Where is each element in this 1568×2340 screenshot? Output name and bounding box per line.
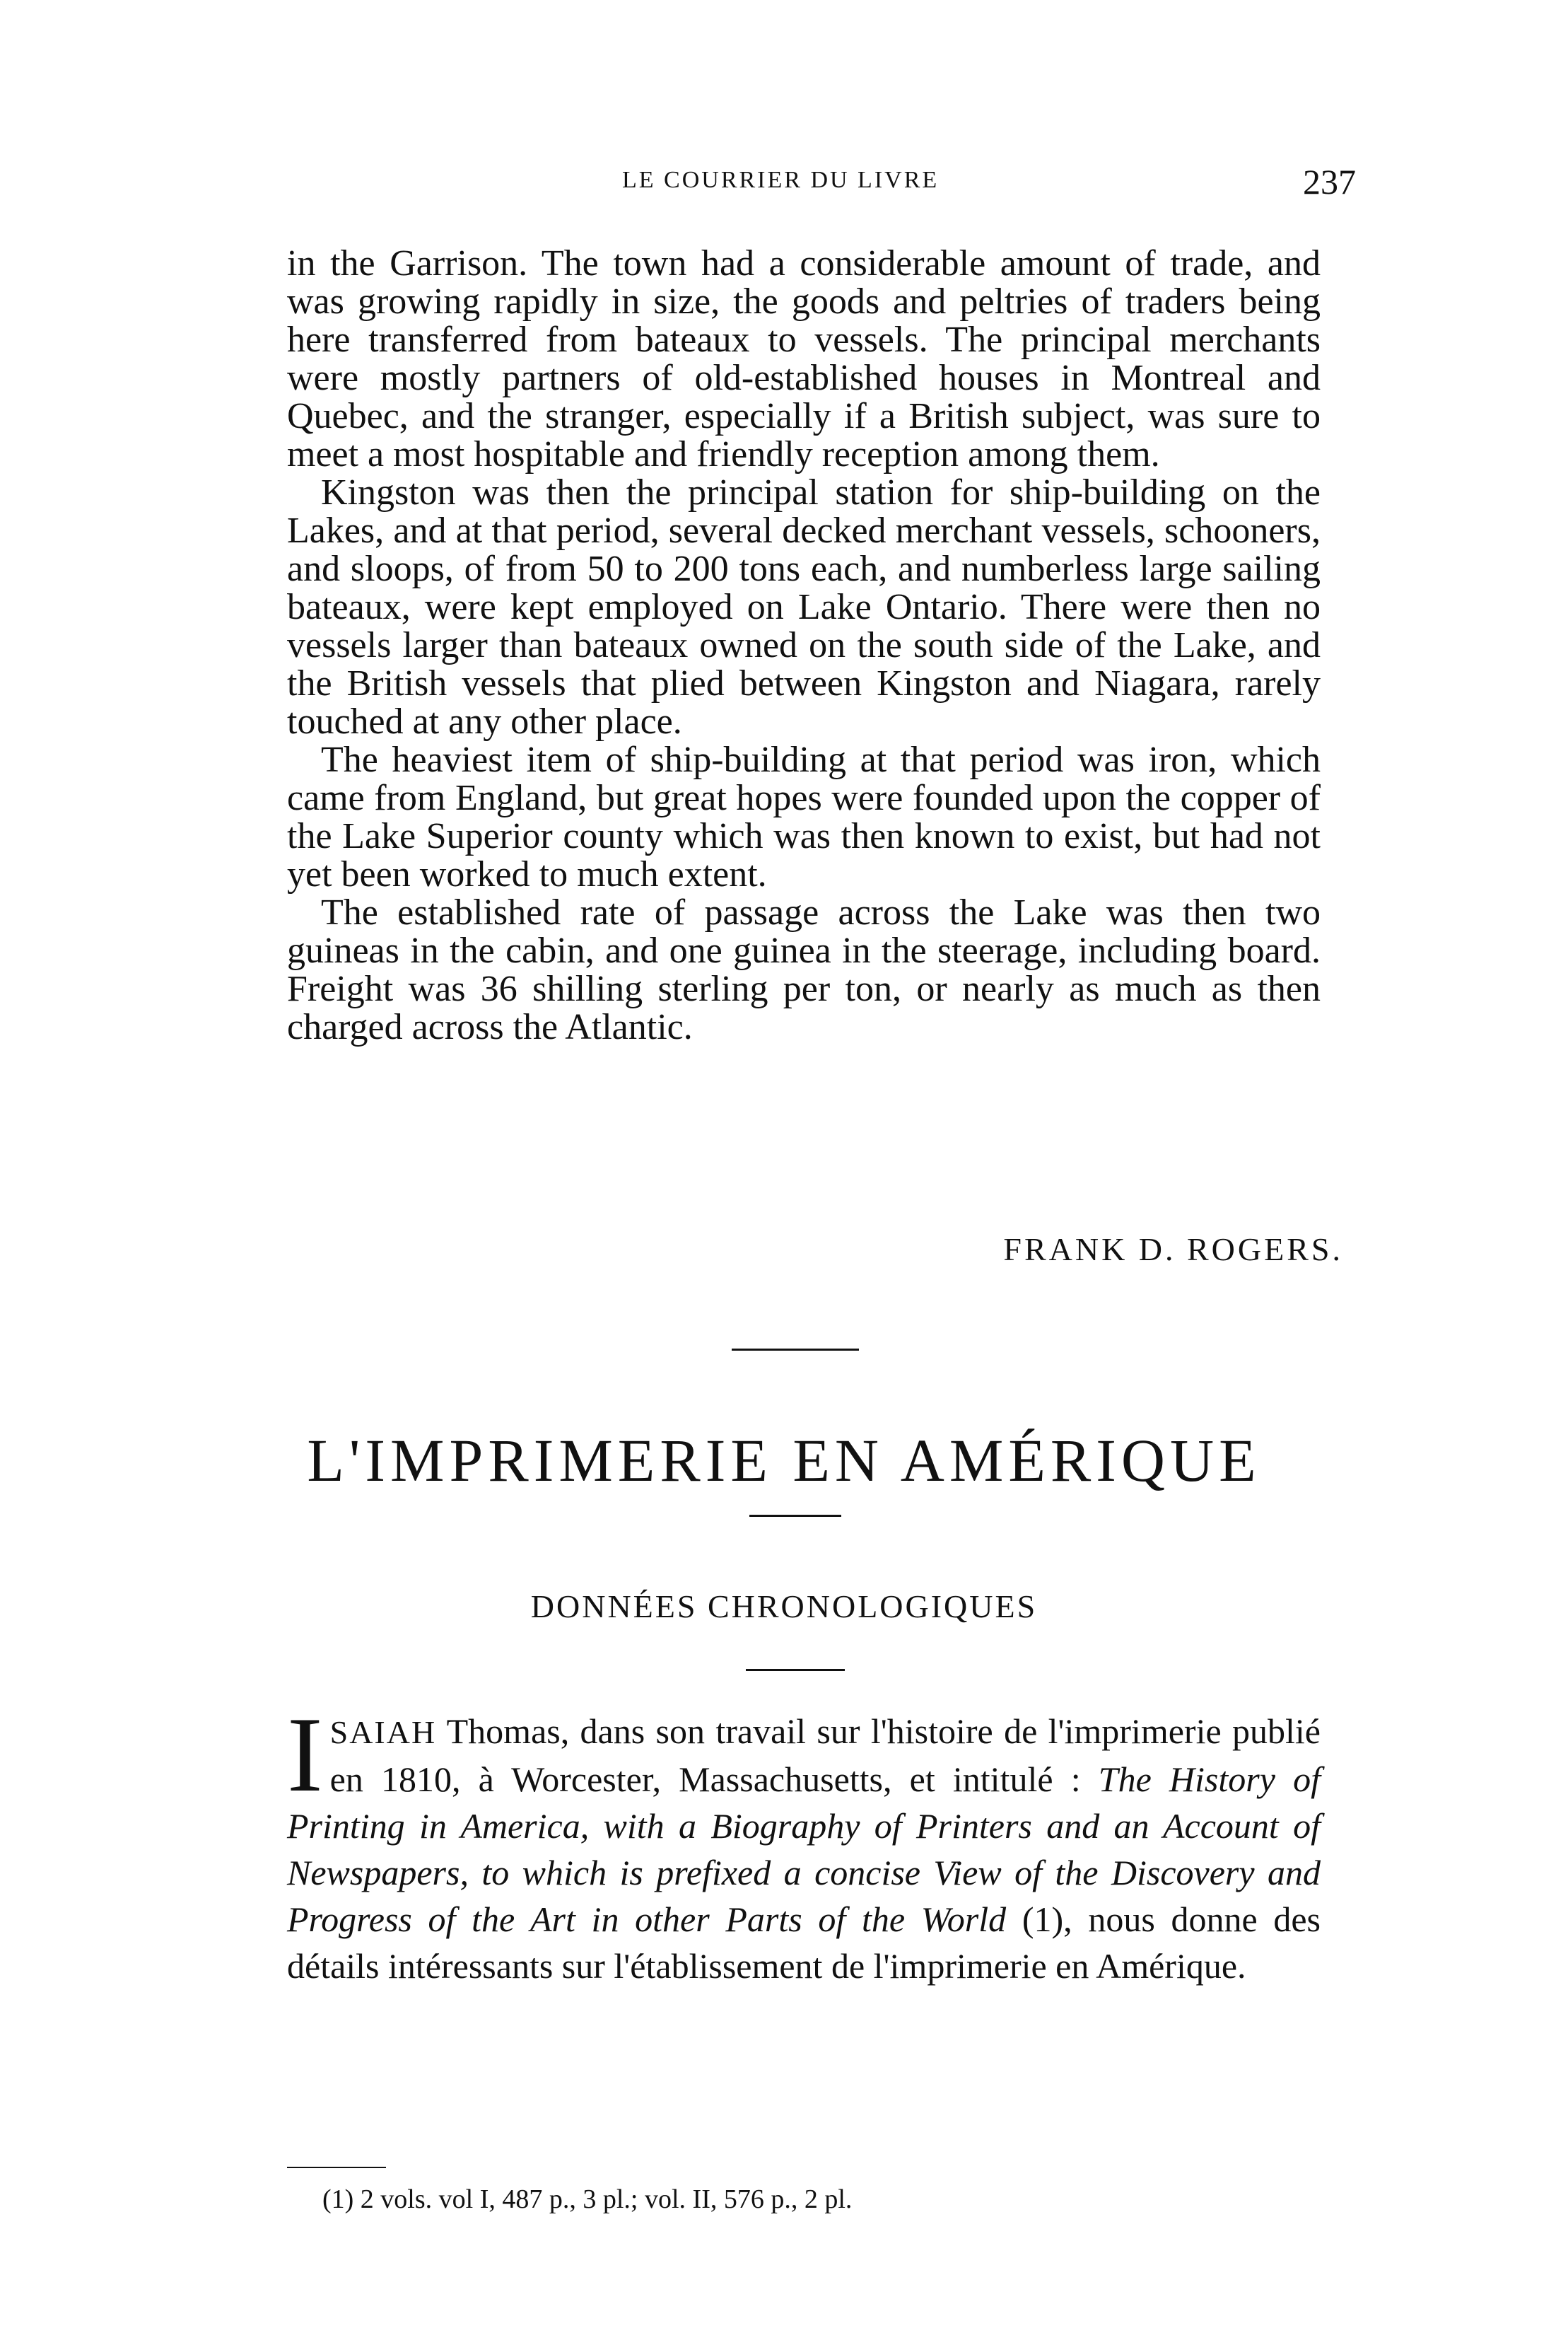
footnote: (1) 2 vols. vol I, 487 p., 3 pl.; vol. II, 576 p., 2 pl. <box>322 2184 853 2214</box>
footnote-rule <box>287 2167 386 2168</box>
intro-text-2: (1), nous donne des détails intéressants sur l'établissement de l'imprimerie en Amérique. <box>287 1899 1321 1986</box>
title-divider <box>749 1515 841 1517</box>
section-divider <box>732 1349 859 1351</box>
drop-cap: I <box>287 1695 323 1814</box>
paragraph-2: Kingston was then the principal station for ship-building on the Lakes, and at that period, several decked merchant vessels, schooners, and sloops, of from 50 to 200 tons each, and numberless large sailing bateaux, were kept employed on Lake Ontario. There were then no vessels larger than bateaux owned on the south side of the Lake, and the British vessels that plied between Kingston and Niagara, rarely touched at any other place. <box>287 472 1321 742</box>
running-head <box>290 161 1356 204</box>
intro-paragraph <box>287 1695 1321 1989</box>
article-title: L'IMPRIMERIE EN AMÉRIQUE <box>307 1426 1261 1494</box>
paragraph-4: The established rate of passage across the Lake was then two guineas in the cabin, and one guinea in the steerage, including board. Freight was 36 shilling sterling per ton, or nearly as much as then charged across the Atlantic. <box>287 892 1321 1047</box>
running-title: LE COURRIER DU LIVRE <box>622 167 940 193</box>
article-body <box>287 245 1321 1047</box>
author-signature: FRANK D. ROGERS. <box>1003 1231 1343 1267</box>
page-number: 237 <box>1303 162 1356 202</box>
article-subtitle: DONNÉES CHRONOLOGIQUES <box>530 1588 1038 1624</box>
lead-word: SAIAH <box>329 1714 437 1750</box>
paragraph-3: The heaviest item of ship-building at that period was iron, which came from England, but great hopes were founded upon the copper of the Lake Superior county which was then known to exist, but had not yet been worked to much extent. <box>287 740 1321 895</box>
intro-text-1: Thomas, dans son travail sur l'histoire de l'imprimerie publié en 1810, à Worcester, Massachusetts, et intitulé : <box>329 1711 1321 1799</box>
subtitle-divider <box>746 1669 845 1671</box>
book-title: The History of Printing in America, with a Biography of Printers and an Account of Newspapers, to which is prefixed a concise View of the Discovery and Progress of the Art in other Parts of the World <box>287 1759 1321 1939</box>
paragraph-1: in the Garrison. The town had a considerable amount of trade, and was growing rapidly in size, the goods and peltries of traders being here transferred from bateaux to vessels. The principal merchants were mostly partners of old-established houses in Montreal and Quebec, and the stranger, especially if a British subject, was sure to meet a most hospitable and friendly reception among them. <box>287 243 1321 475</box>
